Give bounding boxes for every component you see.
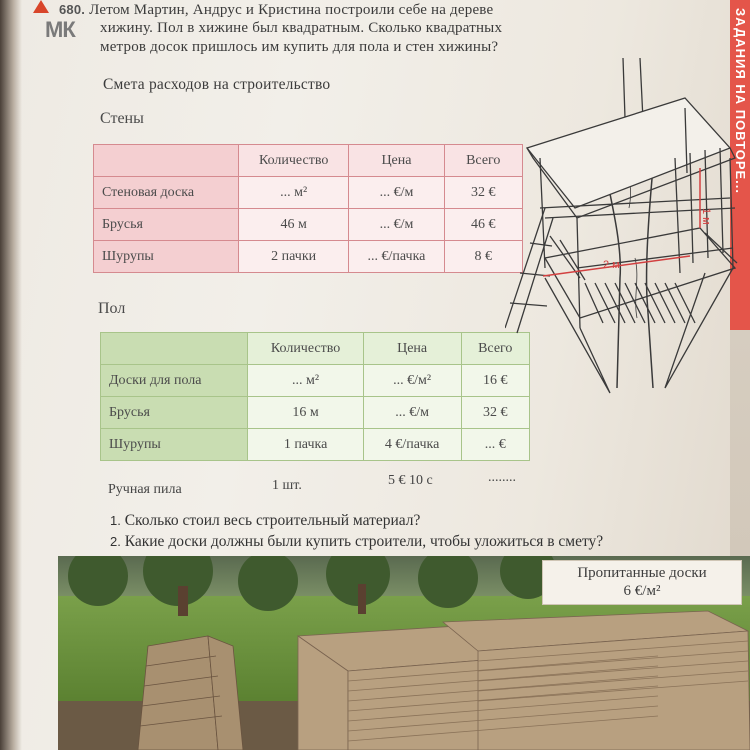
row-qty: ... м² [238,177,348,209]
problem-line-2: хижину. Пол в хижине был квадратным. Сколько квадратных [100,20,503,36]
walls-label: Стены [100,110,144,127]
dimension-1m-label: 1 м [700,208,712,225]
row-name: Шурупы [101,429,248,461]
page-binding-shadow [0,0,22,750]
mk-badge: МК [45,17,75,42]
row-name: Стеновая доска [94,177,239,209]
row-qty: ... м² [248,365,363,397]
row-price: ... €/пачка [349,241,444,273]
saw-qty: 1 шт. [272,478,302,493]
treehouse-drawing [505,58,750,398]
row-qty: 46 м [238,209,348,241]
row-total: 46 € [444,209,522,241]
price-label-value: 6 €/м² [623,583,661,599]
price-label [542,560,742,605]
row-qty: 16 м [248,397,363,429]
walls-header-total: Всего [444,145,522,177]
floor-label: Пол [98,300,126,317]
question-2 [110,533,603,551]
question-number: 2. [110,534,121,549]
difficulty-triangle-icon [33,0,49,13]
row-price: 4 €/пачка [363,429,461,461]
side-tab-label: ЗАДАНИЯ НА ПОВТОРЕ... [733,8,748,194]
row-name: Шурупы [94,241,239,273]
floor-table [100,332,530,461]
budget-subtitle: Смета расходов на строительство [103,76,331,93]
floor-header-price: Цена [363,333,461,365]
price-label-title: Пропитанные доски [577,565,707,581]
row-name: Брусья [101,397,248,429]
table-row [94,209,523,241]
walls-table [93,144,523,273]
floor-header-qty: Количество [248,333,363,365]
row-name: Доски для пола [101,365,248,397]
floor-header-row [101,333,530,365]
floor-header-empty [101,333,248,365]
row-qty: 2 пачки [238,241,348,273]
dimension-2m-label: 2 м [603,259,620,271]
row-total: 8 € [444,241,522,273]
table-row [101,397,530,429]
row-total: 16 € [461,365,529,397]
row-total: 32 € [444,177,522,209]
row-price: ... €/м [349,177,444,209]
row-price: ... €/м² [363,365,461,397]
problem-line-1: 680. Летом Мартин, Андрус и Кристина построили себе на дереве [59,2,494,18]
saw-total: ........ [488,470,516,485]
problem-line-3: метров досок пришлось им купить для пола и стен хижины? [100,39,499,55]
question-1 [110,512,420,530]
row-price: ... €/м [349,209,444,241]
walls-header-price: Цена [349,145,444,177]
table-row [101,365,530,397]
walls-header-empty [94,145,239,177]
problem-number: 680. [59,2,86,17]
row-name: Брусья [94,209,239,241]
row-total: ... € [461,429,529,461]
saw-price: 5 € 10 с [388,473,433,488]
walls-header-qty: Количество [238,145,348,177]
floor-header-total: Всего [461,333,529,365]
row-price: ... €/м [363,397,461,429]
walls-header-row [94,145,523,177]
table-row [94,241,523,273]
row-total: 32 € [461,397,529,429]
question-number: 1. [110,513,121,528]
question-text: Какие доски должны были купить строители, чтобы уложиться в смету? [124,533,604,550]
row-qty: 1 пачка [248,429,363,461]
question-text: Сколько стоил весь строительный материал? [124,512,421,529]
table-row [101,429,530,461]
saw-name: Ручная пила [108,482,182,497]
table-row [94,177,523,209]
